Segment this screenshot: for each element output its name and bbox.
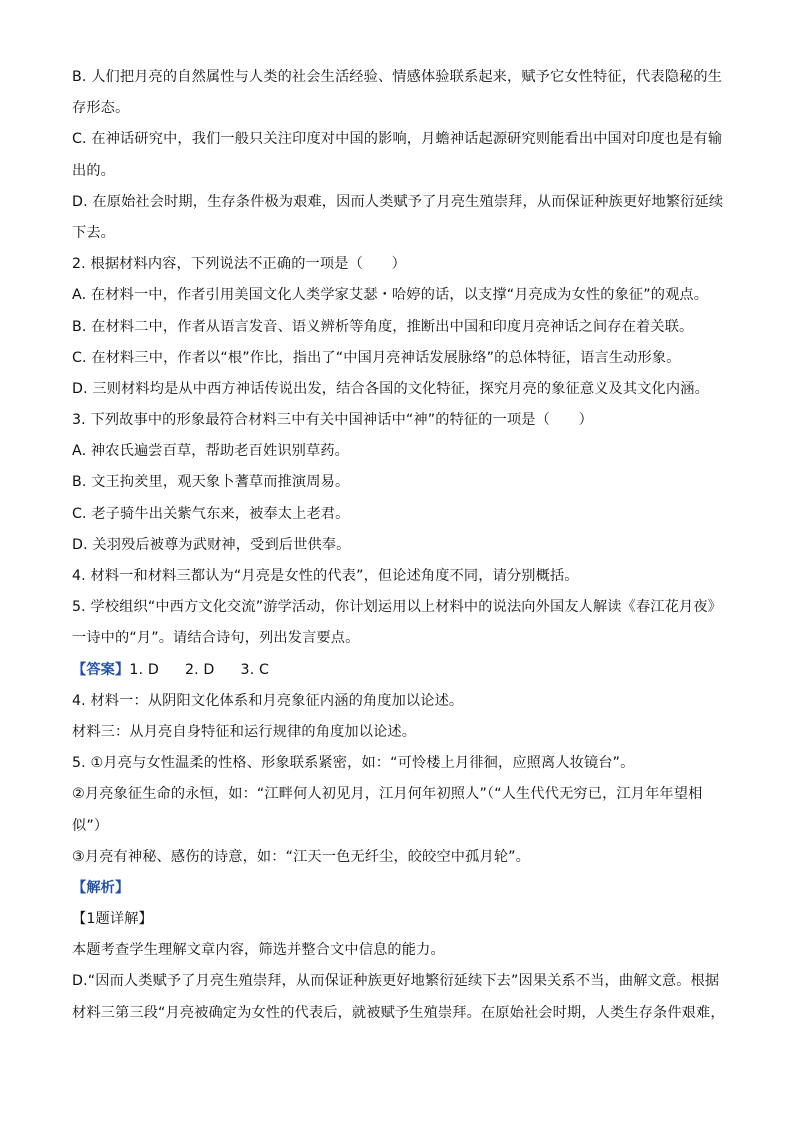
question-3: 3. 下列故事中的形象最符合材料三中有关中国神话中“神”的特征的一项是（ ）: [72, 412, 593, 429]
document-body: [72, 62, 724, 1029]
answer-5-point-1: 5. ①月亮与女性温柔的性格、形象联系紧密，如：“可怜楼上月徘徊，应照离人妆镜台”。: [72, 755, 635, 772]
answer-4-line-1: 4. 材料一：从阴阳文化体系和月亮象征内涵的角度加以论述。: [72, 692, 464, 709]
q3-option-b: B. 文王拘羑里，观天象卜蓍草而推演周易。: [72, 474, 350, 491]
q2-option-d: D. 三则材料均是从中西方神话传说出发，结合各国的文化特征，探究月亮的象征意义及其文化内涵。: [72, 380, 709, 397]
option-c-line-2: 出的。: [72, 162, 116, 179]
q2-option-a: A. 在材料一中，作者引用美国文化人类学家艾瑟・哈婷的话，以支撑“月亮成为女性的象征”的观点。: [72, 287, 709, 304]
question-4: 4. 材料一和材料三都认为“月亮是女性的代表”，但论述角度不同，请分别概括。: [72, 568, 579, 584]
q2-option-b: B. 在材料二中，作者从语言发音、语义辨析等角度，推断出中国和印度月亮神话之间存在着关联。: [72, 318, 694, 335]
option-c-line-1: C. 在神话研究中，我们一般只关注印度对中国的影响，月蟾神话起源研究则能看出中国对印度也是有输: [72, 131, 723, 148]
detail-heading: 【1题详解】: [72, 911, 153, 928]
detail-line-1: 本题考查学生理解文章内容，筛选并整合文中信息的能力。: [72, 942, 445, 959]
option-d-line-1: D. 在原始社会时期，生存条件极为艰难，因而人类赋予了月亮生殖崇拜，从而保证种族更好地繁衍延续: [72, 193, 724, 210]
answer-4-line-2: 材料三：从月亮自身特征和运行规律的角度加以论述。: [72, 723, 417, 740]
analysis-heading: [72, 873, 724, 904]
question-5-line-1: 5. 学校组织“中西方文化交流”游学活动，你计划运用以上材料中的说法向外国友人解读《春江花月夜》: [72, 599, 723, 616]
answer-line: [72, 655, 724, 686]
option-b-line-2: 存形态。: [72, 100, 130, 117]
option-d-line-2: 下去。: [72, 224, 116, 241]
q3-option-c: C. 老子骑牛出关紫气东来，被奉太上老君。: [72, 505, 350, 522]
option-b-line-1: B. 人们把月亮的自然属性与人类的社会生活经验、情感体验联系起来，赋予它女性特征，代表隐秘的生: [72, 69, 723, 85]
question-5-line-2: 一诗中的“月”。请结合诗句，列出发言要点。: [72, 630, 360, 647]
answer-item-3: 3. C: [240, 661, 270, 678]
answer-5-point-3: ③月亮有神秘、感伤的诗意，如：“江天一色无纤尘，皎皎空中孤月轮”。: [72, 848, 530, 865]
question-2: 2. 根据材料内容，下列说法不正确的一项是（ ）: [72, 256, 406, 273]
answer-5-point-2-line-1: ②月亮象征生命的永恒，如：“江畔何人初见月，江月何年初照人”（“人生代代无穷已，江月年年望相: [72, 786, 703, 803]
answer-item-2: 2. D: [184, 661, 215, 678]
detail-line-3: 材料三第三段“月亮被确定为女性的代表后，就被赋予生殖崇拜。在原始社会时期，人类生存条件艰难，: [72, 1004, 725, 1021]
detail-line-2: D.“因而人类赋予了月亮生殖崇拜，从而保证种族更好地繁衍延续下去”因果关系不当，曲解文意。根据: [72, 973, 720, 990]
answer-5-point-2-line-2: 似”）: [72, 817, 109, 834]
answer-label: 【答案】: [72, 661, 130, 678]
q2-option-c: C. 在材料三中，作者以“根”作比，指出了“中国月亮神话发展脉络”的总体特征，语言生动形象。: [72, 349, 681, 366]
analysis-label: 【解析】: [72, 879, 130, 896]
answer-item-1: 1. D: [129, 661, 159, 678]
q3-option-a: A. 神农氏遍尝百草，帮助老百姓识别草药。: [72, 443, 350, 460]
q3-option-d: D. 关羽殁后被尊为武财神，受到后世供奉。: [72, 536, 351, 553]
